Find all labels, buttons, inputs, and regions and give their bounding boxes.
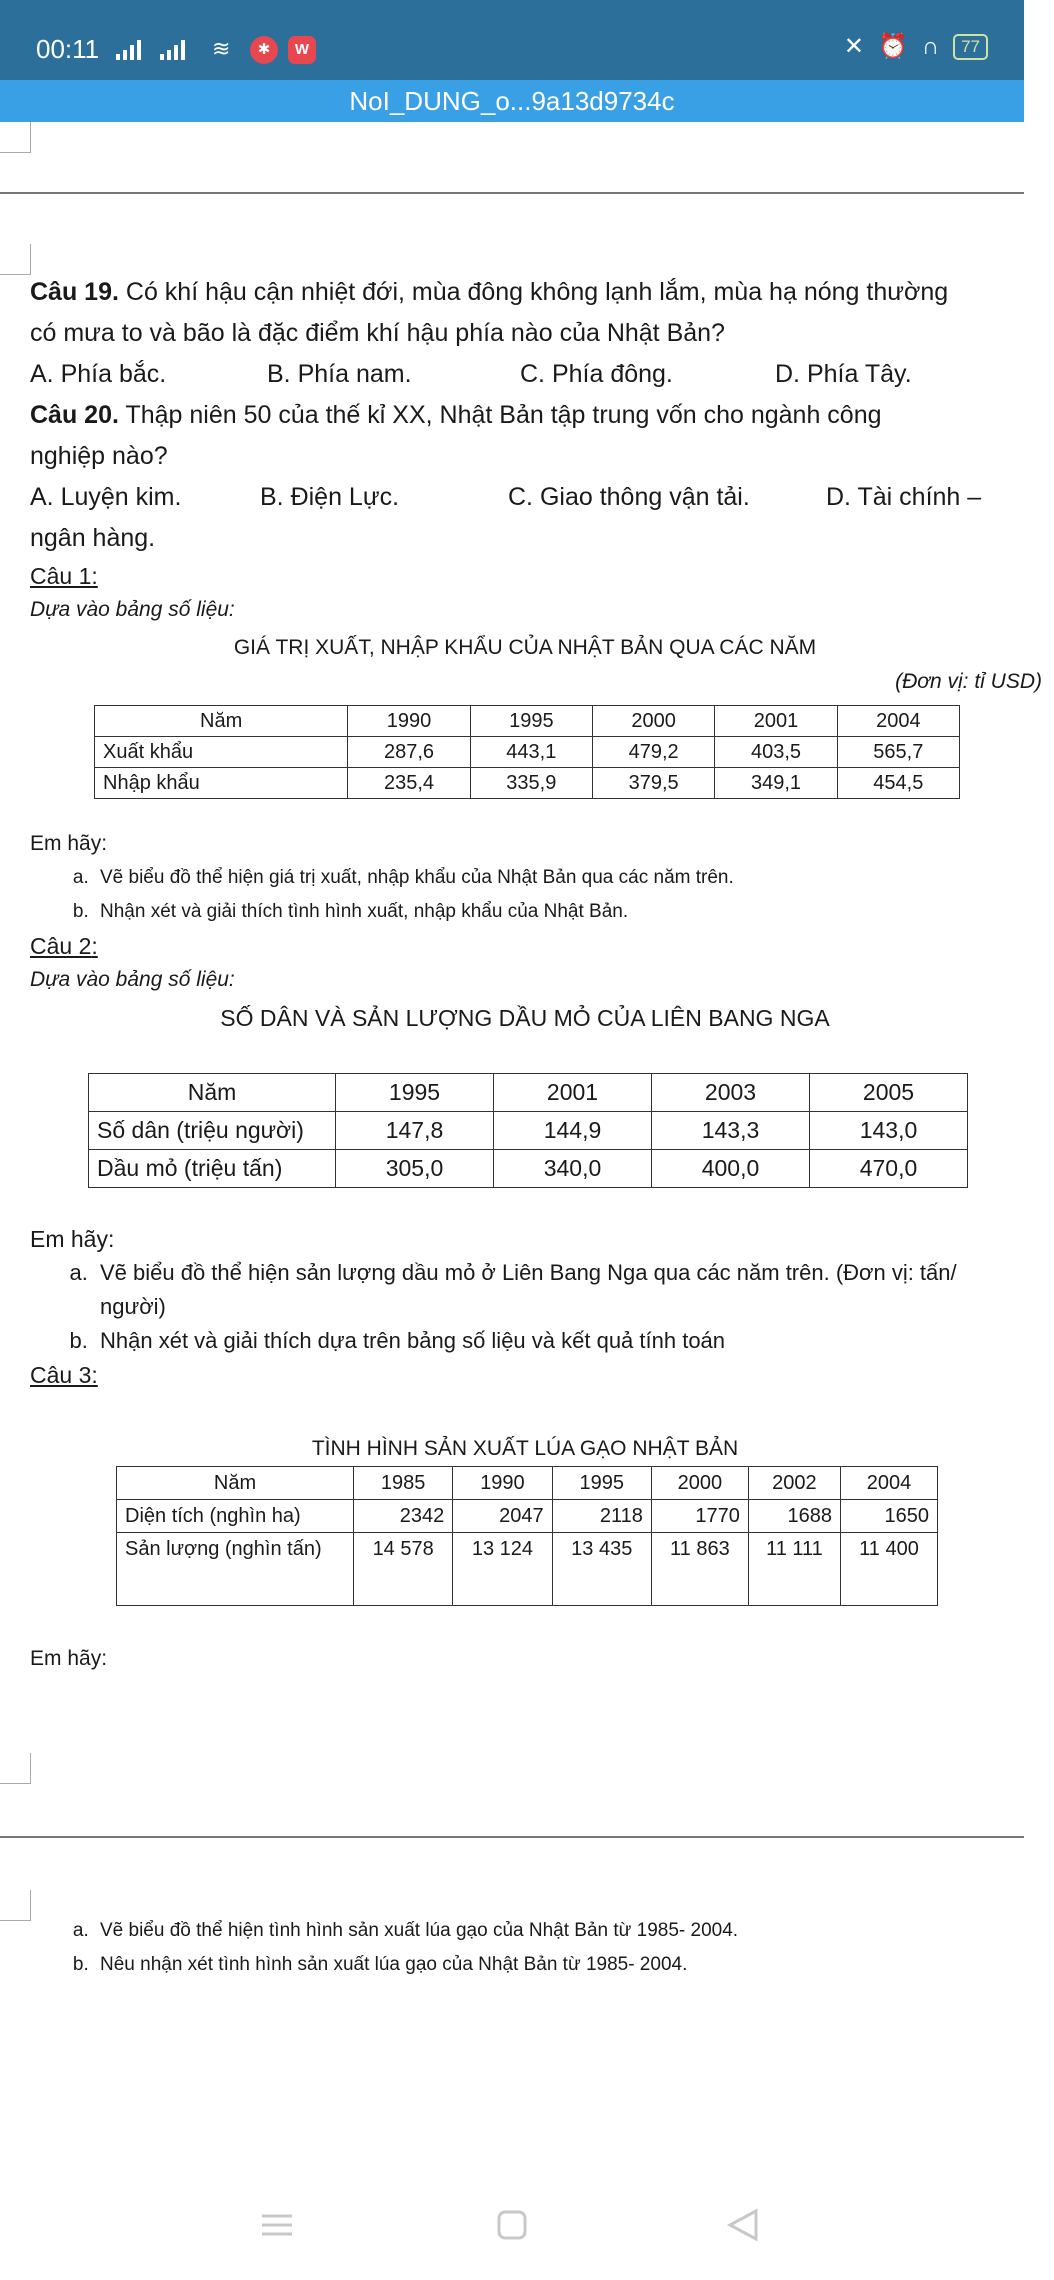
- answer-d: D. Phía Tây.: [775, 360, 912, 388]
- table-cell: Sản lượng (nghìn tấn): [117, 1533, 354, 1606]
- page-corner: [0, 244, 31, 275]
- menu-icon[interactable]: [262, 2216, 292, 2234]
- table-cell: 470,0: [810, 1150, 968, 1188]
- home-icon[interactable]: [499, 2212, 525, 2238]
- navigation-bar: [0, 2175, 1024, 2275]
- cau-1-heading: Câu 1:: [30, 563, 98, 589]
- list-item: a. Vẽ biểu đồ thể hiện giá trị xuất, nhập khẩu của Nhật Bản qua các năm trên.: [94, 861, 1020, 895]
- status-right: [844, 32, 988, 61]
- table-header-row: [117, 1467, 938, 1500]
- question-20-cont: nghiệp nào?: [30, 442, 168, 470]
- status-bar: [0, 0, 1024, 80]
- table-cell: 13 435: [552, 1533, 651, 1606]
- table-cell: 1995: [552, 1467, 651, 1500]
- question-19: Câu 19. Có khí hậu cận nhiệt đới, mùa đông không lạnh lắm, mùa hạ nóng thường: [30, 278, 949, 306]
- table-cell: 2118: [552, 1500, 651, 1533]
- table-cell: 1985: [354, 1467, 453, 1500]
- table-cell: 335,9: [470, 768, 592, 799]
- list-item: b. Nhận xét và giải thích tình hình xuất, nhập khẩu của Nhật Bản.: [94, 895, 1020, 929]
- table-cell: 443,1: [470, 737, 592, 768]
- table-cell: 287,6: [348, 737, 470, 768]
- cau-1-table-title: GIÁ TRỊ XUẤT, NHẬP KHẨU CỦA NHẬT BẢN QUA CÁC NĂM: [233, 636, 817, 659]
- page-corner: [0, 122, 31, 153]
- table-cell: 2047: [453, 1500, 552, 1533]
- signal-icon-2: [160, 38, 185, 60]
- table-cell: 1650: [841, 1500, 938, 1533]
- app-notification-icon: W: [288, 36, 316, 64]
- question-20: Câu 20. Thập niên 50 của thế kỉ XX, Nhật Bản tập trung vốn cho ngành công: [30, 401, 882, 429]
- table-row: [95, 737, 960, 768]
- table-cell: 2342: [354, 1500, 453, 1533]
- page-corner: [0, 1890, 31, 1921]
- table-cell: 400,0: [652, 1150, 810, 1188]
- table-cell: Năm: [95, 706, 348, 737]
- table-cell: 454,5: [837, 768, 959, 799]
- list-item: b. Nêu nhận xét tình hình sản xuất lúa gạo của Nhật Bản từ 1985- 2004.: [94, 1948, 1054, 1982]
- cau-1-tasks: [30, 861, 1020, 929]
- document-title: NoI_DUNG_o...9a13d9734c: [349, 86, 675, 116]
- table-header-row: [95, 706, 960, 737]
- table-cell: 1990: [348, 706, 470, 737]
- list-item: b. Nhận xét và giải thích dựa trên bảng số liệu và kết quả tính toán: [94, 1324, 1000, 1358]
- back-icon[interactable]: [730, 2211, 756, 2239]
- cau-2-heading: Câu 2:: [30, 933, 98, 959]
- notification-icon: ✱: [250, 36, 278, 64]
- page-separator: [0, 1836, 1024, 1838]
- answer-d: D. Tài chính –: [826, 483, 982, 511]
- table-cell: Số dân (triệu người): [89, 1112, 336, 1150]
- table-cell: 2001: [715, 706, 837, 737]
- cau-1-unit: (Đơn vị: tỉ USD): [895, 670, 1042, 693]
- table-cell: 11 111: [748, 1533, 840, 1606]
- table-cell: 2002: [748, 1467, 840, 1500]
- table-cell: 2004: [841, 1467, 938, 1500]
- cau-1-table: [94, 705, 960, 799]
- answer-b: B. Điện Lực.: [260, 483, 400, 511]
- signal-icon: [116, 38, 141, 60]
- table-cell: 14 578: [354, 1533, 453, 1606]
- cau-1-hint: Dựa vào bảng số liệu:: [30, 598, 235, 621]
- cau-3-em-hay: Em hãy:: [30, 1647, 108, 1670]
- table-cell: Nhập khẩu: [95, 768, 348, 799]
- table-row: [117, 1533, 938, 1606]
- table-cell: Năm: [89, 1074, 336, 1112]
- table-cell: 479,2: [593, 737, 715, 768]
- table-cell: 340,0: [494, 1150, 652, 1188]
- answer-a: A. Phía bắc.: [30, 360, 167, 388]
- table-cell: 2003: [652, 1074, 810, 1112]
- question-20-answers: [30, 477, 1020, 518]
- question-19-answers: [30, 354, 1020, 395]
- cau-2-table-title: SỐ DÂN VÀ SẢN LƯỢNG DẦU MỎ CỦA LIÊN BANG NGA: [220, 1005, 830, 1031]
- cau-2-hint: Dựa vào bảng số liệu:: [30, 968, 235, 991]
- table-cell: Diện tích (nghìn ha): [117, 1500, 354, 1533]
- cau-3-table: [116, 1466, 938, 1606]
- answer-a: A. Luyện kim.: [30, 483, 182, 511]
- answer-c: C. Phía đông.: [520, 360, 673, 388]
- status-time: 00:11: [36, 34, 100, 64]
- table-cell: 11 863: [651, 1533, 748, 1606]
- list-item: a. Vẽ biểu đồ thể hiện tình hình sản xuất lúa gạo của Nhật Bản từ 1985- 2004.: [94, 1914, 1054, 1948]
- table-header-row: [89, 1074, 968, 1112]
- table-cell: 2004: [837, 706, 959, 737]
- question-19-cont: có mưa to và bão là đặc điểm khí hậu phía nào của Nhật Bản?: [30, 319, 725, 347]
- table-cell: 1770: [651, 1500, 748, 1533]
- answer-b: B. Phía nam.: [267, 360, 412, 388]
- table-cell: 565,7: [837, 737, 959, 768]
- wifi-icon: ≋: [212, 36, 231, 61]
- headset-icon: ∩: [921, 32, 940, 60]
- cau-2-tasks: [30, 1256, 1020, 1358]
- table-row: [89, 1150, 968, 1188]
- table-cell: 2001: [494, 1074, 652, 1112]
- table-row: [117, 1500, 938, 1533]
- table-cell: 403,5: [715, 737, 837, 768]
- table-cell: 1995: [336, 1074, 494, 1112]
- table-cell: 1995: [470, 706, 592, 737]
- table-cell: 147,8: [336, 1112, 494, 1150]
- cau-2-em-hay: Em hãy:: [30, 1226, 115, 1252]
- table-cell: 144,9: [494, 1112, 652, 1150]
- list-item: a. Vẽ biểu đồ thể hiện sản lượng dầu mỏ ở Liên Bang Nga qua các năm trên. (Đơn vị: tấn/ người): [94, 1256, 1000, 1324]
- alarm-icon: ⏰: [877, 33, 908, 60]
- table-cell: 2000: [651, 1467, 748, 1500]
- table-cell: 143,3: [652, 1112, 810, 1150]
- table-cell: 349,1: [715, 768, 837, 799]
- table-cell: 305,0: [336, 1150, 494, 1188]
- table-cell: Xuất khẩu: [95, 737, 348, 768]
- table-cell: Năm: [117, 1467, 354, 1500]
- table-cell: 379,5: [593, 768, 715, 799]
- table-cell: 13 124: [453, 1533, 552, 1606]
- cau-2-table: [88, 1073, 968, 1188]
- table-cell: 235,4: [348, 768, 470, 799]
- answer-c: C. Giao thông vận tải.: [508, 483, 750, 511]
- table-cell: 2000: [593, 706, 715, 737]
- table-row: [95, 768, 960, 799]
- cau-3-table-title: TÌNH HÌNH SẢN XUẤT LÚA GẠO NHẬT BẢN: [311, 1437, 739, 1460]
- document-title-bar[interactable]: [0, 80, 1024, 122]
- battery-icon: 77: [953, 34, 988, 60]
- mute-icon: ✕: [843, 33, 864, 60]
- table-cell: Dầu mỏ (triệu tấn): [89, 1150, 336, 1188]
- table-cell: 143,0: [810, 1112, 968, 1150]
- cau-3-heading: Câu 3:: [30, 1362, 98, 1388]
- table-row: [89, 1112, 968, 1150]
- table-cell: 11 400: [841, 1533, 938, 1606]
- cau-1-em-hay: Em hãy:: [30, 832, 108, 855]
- page-corner: [0, 1753, 31, 1784]
- page-separator: [0, 192, 1024, 194]
- answer-d-cont: ngân hàng.: [30, 524, 156, 552]
- cau-3-tasks: [30, 1914, 1054, 1982]
- table-cell: 1990: [453, 1467, 552, 1500]
- nav-icons: [0, 2175, 1024, 2275]
- table-cell: 2005: [810, 1074, 968, 1112]
- table-cell: 1688: [748, 1500, 840, 1533]
- document-page: [30, 272, 1042, 1676]
